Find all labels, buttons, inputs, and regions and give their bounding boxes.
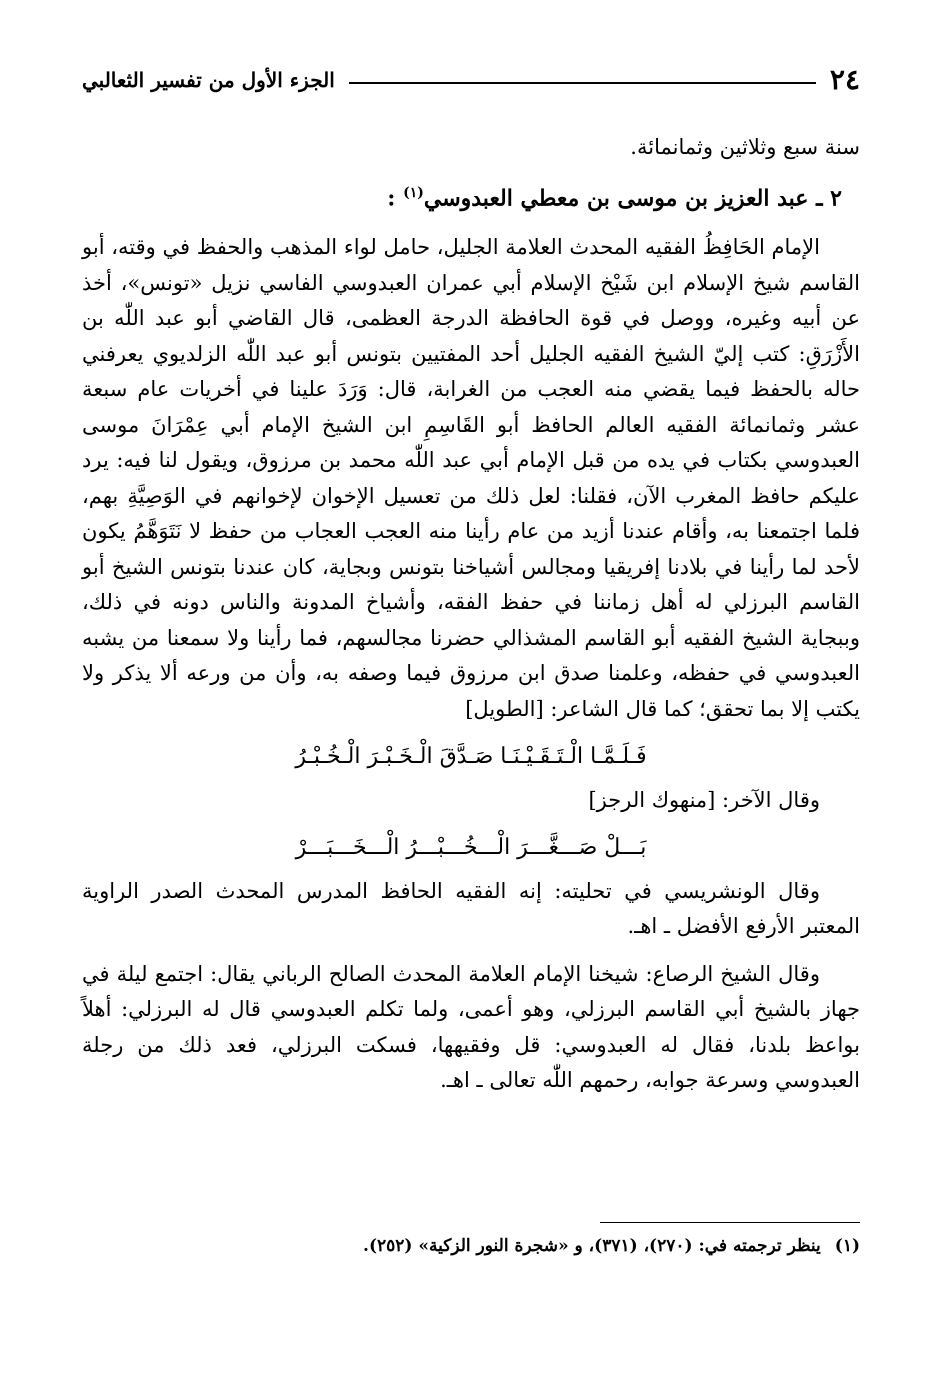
lead-line: سنة سبع وثلاثين وثمانمائة. <box>630 135 860 159</box>
page-number: ٢٤ <box>829 63 860 96</box>
verse-intro: وقال الآخر: [منهوك الرجز] <box>588 787 820 812</box>
heading-text: ٢ ـ عبد العزيز بن موسى بن معطي العبدوسي <box>423 184 842 211</box>
quote-paragraph: وقال الونشريسي في تحليته: إنه الفقيه الحافظ المدرس المحدث الصدر الراوية المعتبر الأرفع الأفضل ـ اهـ. <box>82 878 860 939</box>
footnote-reference[interactable]: (١) <box>403 184 424 201</box>
footnote-marker: (١) <box>834 1236 860 1256</box>
verse-line: بَـــلْ صَـــغَّـــرَ الْـــخُـــبْـــرُ الْـــخَـــبَـــرْ <box>295 835 647 861</box>
biography-paragraph: الإمام الحَافِظُ الفقيه المحدث العلامة الجليل، حامل لواء المذهب والحفظ في وقته، أبو القاسم شيخ الإسلام ابن شَيْخ الإسلام أبي عمران العبدوسي الفاسي نزيل «تونس»، أخذ عن أبيه وغيره، ووصل في قوة الحافظة الدرجة العظمى، قال القاضي أبو عبد اللّٰه بن الأَزْرَقِ: كتب إليّ الشيخ الفقيه الجليل أحد المفتيين بتونس أبو عبد اللّٰه الزلديوي يعرفني حاله بالحفظ فيما يقضي منه العجب من الغرابة، قال: وَرَدَ علينا في أخريات عام سبعة عشر وثمانمائة الفقيه العالم الحافظ أبو القَاسِمِ ابن الشيخ الإمام أبي عِمْرَانَ موسى العبدوسي بكتاب في يده من قبل الإمام أبي عبد اللّٰه محمد بن مرزوق، ويقول لنا فيه: يرد عليكم حافظ المغرب الآن، فقلنا: لعل ذلك من تعسيل الإخوان لإخوانهم في الوَصِيَّةِ بهم، فلما اجتمعنا به، وأقام عندنا أزيد من عام رأينا منه العجب العجاب من حفظ لا نَتَوَهَّمُ يكون لأحد لما رأينا في بلادنا إفريقيا ومجالس أشياخنا بتونس وبجاية، كان عندنا بتونس الشيخ أبو القاسم البرزلي له أهل زماننا في حفظ الفقه، وأشياخ المدونة والناس دونه في ذلك، وببجاية الشيخ الفقيه أبو القاسم المشذالي حضرنا مجالسهم، فما رأينا ولا سمعنا من يشبه العبدوسي في حفظه، وعلمنا صدق ابن مرزوق فيما وصفه به، وأن من ورعه ألا يذكر ولا يكتب إلا بما تحقق؛ كما قال الشاعر: [الطويل] <box>82 235 860 721</box>
verse-line: فَـلَـمَّـا الْـتَـقَـيْـنَـا صَـدَّقَ الْـخَـبْـرَ الْـخُـبْـرُ <box>295 744 647 770</box>
footnote-text: ينظر ترجمته في: (٢٧٠)، (٣٧١)، و «شجرة النور الزكية» (٢٥٢). <box>363 1236 821 1256</box>
section-heading <box>82 176 860 217</box>
header-rule <box>349 82 816 84</box>
footnote <box>82 1232 860 1260</box>
footnote-separator <box>600 1222 860 1223</box>
page-header <box>82 58 860 102</box>
page-body <box>82 130 860 1099</box>
running-title: الجزء الأول من تفسير الثعالبي <box>82 68 335 92</box>
quote-paragraph: وقال الشيخ الرصاع: شيخنا الإمام العلامة المحدث الصالح الرباني يقال: اجتمع ليلة في جهاز بالشيخ أبي القاسم البرزلي، وهو أعمى، ولما تكلم العبدوسي قال له البرزلي: أهلاً بواعظ بلدنا، فقال له العبدوسي: قل وفقيهها، فسكت البرزلي، فعد ذلك من رجلة العبدوسي وسرعة جوابه، رحمهم اللّٰه تعالى ـ اهـ. <box>82 961 860 1093</box>
heading-suffix: : <box>387 184 396 211</box>
